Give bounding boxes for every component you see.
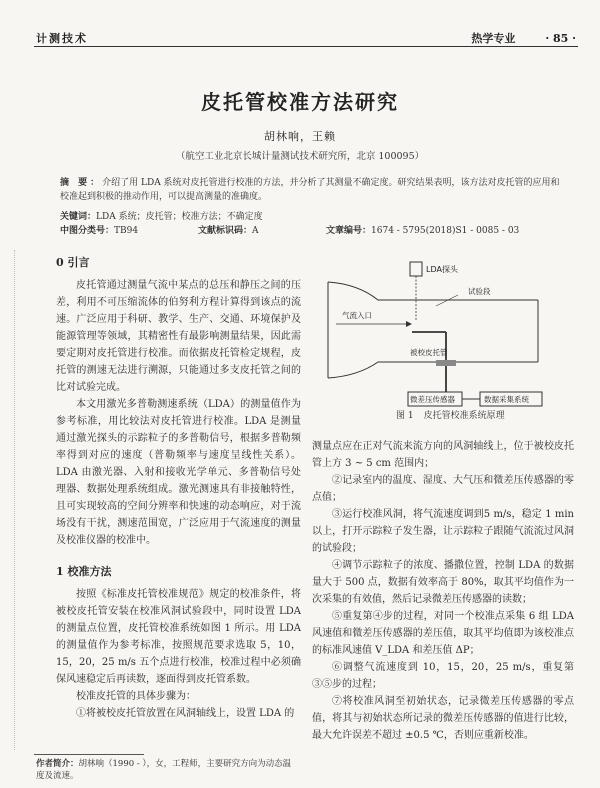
footnote-rule bbox=[34, 754, 144, 755]
figure-1-number: 图 1 bbox=[396, 411, 414, 421]
tunnel-upper-wall bbox=[328, 282, 538, 300]
section-0-heading: 0 引言 bbox=[56, 256, 90, 269]
footnote-text: 胡林响（1990 - ），女，工程师，主要研究方向为动态温度及流速。 bbox=[36, 759, 292, 781]
right-para-2: ②记录室内的温度、湿度、大气压和微差压传感器的零点值； bbox=[312, 475, 574, 503]
doc-code: 文献标识码：A bbox=[198, 226, 259, 236]
right-para-7: ⑦将校准风洞至初始状态，记录微差压传感器的零点值，将其与初始状态所记录的微差压传感器的值进行比较，最大允许误差不超过 ±0.5 ℃，否则应重新校准。 bbox=[312, 696, 574, 741]
scan-edge bbox=[14, 250, 18, 750]
airflow-arrowhead bbox=[406, 321, 412, 327]
left-column bbox=[56, 254, 301, 722]
clc-number: 中图分类号：TB94 bbox=[60, 226, 139, 236]
section-1-heading: 1 校准方法 bbox=[56, 565, 112, 578]
right-para-5: ⑤重复第④步的过程，对同一个校准点采集 6 组 LDA 风速值和微差压传感器的差压值，取其平均值即为该校准点的标准风速值 V_LDA 和差压值 ΔP； bbox=[312, 611, 574, 656]
paper-title: 皮托管校准方法研究 bbox=[201, 90, 399, 114]
header-right bbox=[471, 30, 576, 46]
airflow-inlet-label: 气流入口 bbox=[342, 311, 372, 320]
keywords bbox=[60, 209, 263, 222]
abstract bbox=[60, 176, 560, 204]
section-1-para-2: 校准皮托管的具体步骤为： bbox=[76, 691, 196, 702]
daq-label: 数据采集系统 bbox=[484, 395, 529, 404]
test-section-label: 试验段 bbox=[468, 287, 491, 296]
right-para-6: ⑥调整气流速度到 10，15，20，25 m/s，重复第③⑤步的过程； bbox=[312, 662, 574, 690]
section-0-para-1: 皮托管通过测量气流中某点的总压和静压之间的压差，利用不可压缩流体的伯努利方程计算得到该点的流速。广泛应用于科研、教学、生产、交通、环境保护及能源管理等领域，其精密性有最影响测量结果，因此需要定期对皮托管进行校准。而依据皮托管检定规程，皮托管的测速无法进行溯源，只能通过多支皮托管之间的比对试验完成。 bbox=[56, 280, 301, 393]
affiliation: （航空工业北京长城计量测试技术研究所，北京 100095） bbox=[175, 151, 425, 162]
page-number: · 85 · bbox=[545, 32, 576, 45]
column-name: 热学专业 bbox=[471, 32, 516, 45]
keywords-text: LDA 系统；皮托管；校准方法；不确定度 bbox=[96, 212, 263, 222]
pitot-label: 被校皮托管 bbox=[410, 348, 448, 357]
section-1-para-3: ①将被校皮托管放置在风洞轴线上，设置 LDA 的 bbox=[76, 708, 295, 719]
section-0-para-2: 本文用激光多普勒测速系统（LDA）的测量值作为参考标准，用比较法对皮托管进行校准。LDA 是测量通过激光探头的示踪粒子的多普勒信号，根据多普勒频率得到对应的速度（普勒频率与速度呈线性关系）。LDA 由激光器、入射和接收光学单元、多普勒信号处理器、数据处理系统组成。激光测速具有非接触特性，且可实现较高的空间分辨率和快速的动态响应，对于流场没有干扰，测速范围宽，广泛应用于气流速度的测量及校准仪器的校准中。 bbox=[56, 399, 301, 546]
author-footnote bbox=[36, 758, 298, 782]
footnote-label: 作者简介： bbox=[36, 759, 79, 769]
article-number: 文章编号：1674 - 5795(2018)S1 - 0085 - 03 bbox=[326, 226, 520, 236]
figure-1-caption bbox=[396, 408, 505, 421]
journal-name: 计测技术 bbox=[36, 32, 88, 45]
abstract-label: 摘 要： bbox=[60, 178, 103, 188]
keywords-label: 关键词： bbox=[60, 212, 97, 222]
authors: 胡林响，王赖 bbox=[264, 130, 336, 143]
tunnel-lower-wall bbox=[328, 362, 538, 378]
right-para-3: ③运行校准风洞，将气流速度调到5 m/s，稳定 1 min以上，打开示踪粒子发生器，让示踪粒子跟随气流流过风洞的试验段； bbox=[312, 509, 574, 554]
abstract-text: 介绍了用 LDA 系统对皮托管进行校准的方法，并分析了其测量不确定度。研究结果表明，该方法对皮托管的应用和校准起到积极的推动作用，可以提高测量的准确度。 bbox=[60, 178, 560, 202]
section-1-para-1: 按照《标准皮托管校准规范》规定的校准条件，将被校皮托管安装在校准风洞试验段中，同时设置 LDA 的测量点位置，皮托管校准系统如图 1 所示。用 LDA 的测量值作为参考标准，按照规范要求选取 5，10，15，20，25 m/s 五个点进行校准，校准过程中必须确保风速稳定后再读数，逐面得到皮托管系数。 bbox=[56, 589, 301, 685]
pitot-mount bbox=[436, 360, 456, 366]
right-para-1: 测量点应在正对气流来流方向的风洞轴线上，位于被校皮托管上方 3 ~ 5 cm 范围内； bbox=[312, 441, 574, 469]
right-column bbox=[312, 438, 574, 744]
figure-1-caption-text: 皮托管校准系统原理 bbox=[423, 411, 505, 421]
lda-probe-box bbox=[410, 262, 422, 276]
sensor-label: 微差压传感器 bbox=[410, 395, 455, 404]
lda-probe-label: LDA探头 bbox=[426, 265, 458, 274]
right-para-4: ④调节示踪粒子的浓度、播撒位置，控制 LDA 的数据量大于 500 点，数据有效率高于 80%，取其平均值作为一次采集的有效值，然后记录微差压传感器的读数； bbox=[312, 560, 574, 605]
header-rule bbox=[34, 46, 578, 47]
